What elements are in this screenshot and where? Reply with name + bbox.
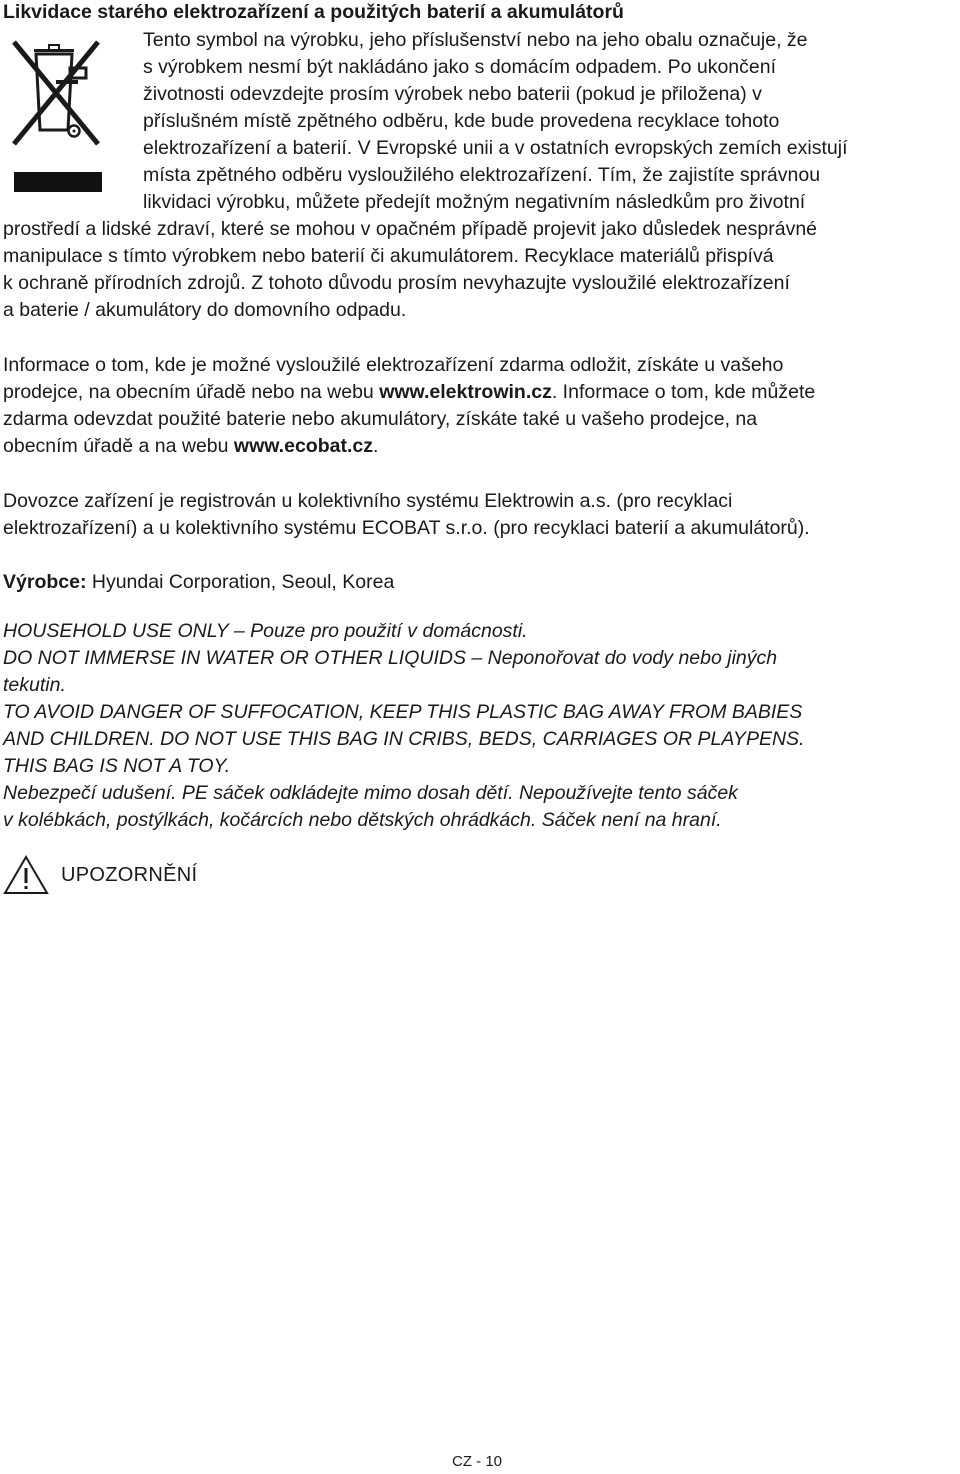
elektrowin-link[interactable]: www.elektrowin.cz — [379, 381, 552, 403]
ecobat-link[interactable]: www.ecobat.cz — [233, 435, 373, 457]
text-line: s výrobkem nesmí být nakládáno jako s domácím odpadem. Po ukončení — [143, 56, 776, 78]
page-number: CZ - 10 — [452, 1453, 503, 1470]
text-line: příslušném místě zpětného odběru, kde bude provedena recyklace tohoto — [143, 110, 780, 132]
text-segment: obecním úřadě a na webu — [3, 435, 234, 457]
text-segment: prodejce, na obecním úřadě nebo na webu — [3, 381, 380, 403]
text-line: elektrozařízení) a u kolektivního systému ECOBAT s.r.o. (pro recyklaci baterií a akumulátorů). — [3, 517, 810, 539]
manufacturer-label: Výrobce: — [3, 571, 87, 593]
notice-line: TO AVOID DANGER OF SUFFOCATION, KEEP THIS PLASTIC BAG AWAY FROM BABIES — [3, 701, 803, 723]
notice-line: tekutin. — [3, 674, 66, 696]
text-line: manipulace s tímto výrobkem nebo baterií či akumulátorem. Recyklace materiálů přispívá — [3, 245, 774, 267]
notice-line: v kolébkách, postýlkách, kočárcích nebo dětských ohrádkách. Sáček není na hraní. — [3, 809, 722, 831]
text-segment: . Informace o tom, kde můžete — [551, 381, 816, 403]
text-segment: . — [372, 435, 379, 457]
text-line: životnosti odevzdejte prosím výrobek nebo baterii (pokud je přiložena) v — [143, 83, 762, 105]
notice-line: THIS BAG IS NOT A TOY. — [3, 755, 231, 777]
text-line: Informace o tom, kde je možné vysloužilé elektrozařízení zdarma odložit, získáte u vašeho — [3, 354, 784, 376]
text-line — [3, 379, 960, 406]
text-line — [3, 433, 960, 460]
text-line: místa zpětného odběru vysloužilého elektrozařízení. Tím, že zajistíte správnou — [143, 164, 821, 186]
disposal-intro-continued — [3, 216, 960, 324]
manufacturer-value: Hyundai Corporation, Seoul, Korea — [86, 571, 395, 593]
text-line: likvidaci výrobku, můžete předejít možným negativním následkům pro životní — [143, 191, 806, 213]
text-line: elektrozařízení a baterií. V Evropské unii a v ostatních evropských zemích existují — [143, 137, 848, 159]
text-line — [3, 569, 960, 596]
warning-label: UPOZORNĚNÍ — [61, 863, 198, 886]
notice-line: Nebezpečí udušení. PE sáček odkládejte mimo dosah dětí. Nepoužívejte tento sáček — [3, 782, 738, 804]
warning-triangle-icon — [3, 855, 49, 895]
text-line: zdarma odevzdat použité baterie nebo akumulátory, získáte také u vašeho prodejce, na — [3, 408, 758, 430]
text-line: prostředí a lidské zdraví, které se mohou v opačném případě projevit jako důsledek nesprávné — [3, 218, 818, 240]
disposal-intro-indented — [143, 27, 960, 216]
warning-heading — [3, 855, 197, 895]
page-title: Likvidace starého elektrozařízení a použitých baterií a akumulátorů — [3, 1, 624, 23]
notice-line: HOUSEHOLD USE ONLY – Pouze pro použití v domácnosti. — [3, 620, 528, 642]
text-line: Dovozce zařízení je registrován u kolektivního systému Elektrowin a.s. (pro recyklaci — [3, 490, 733, 512]
notice-line: AND CHILDREN. DO NOT USE THIS BAG IN CRIBS, BEDS, CARRIAGES OR PLAYPENS. — [3, 728, 805, 750]
manufacturer-line — [3, 569, 960, 596]
text-line: a baterie / akumulátory do domovního odpadu. — [3, 299, 407, 321]
safety-notices — [3, 618, 960, 834]
text-line: k ochraně přírodních zdrojů. Z tohoto důvodu prosím nevyhazujte vysloužilé elektrozařízení — [3, 272, 790, 294]
crossed-out-wheeled-bin-icon — [12, 40, 104, 194]
importer-paragraph — [3, 488, 960, 542]
collection-info-paragraph — [3, 352, 960, 460]
notice-line: DO NOT IMMERSE IN WATER OR OTHER LIQUIDS – Neponořovat do vody nebo jiných — [3, 647, 778, 669]
text-line: Tento symbol na výrobku, jeho příslušenství nebo na jeho obalu označuje, že — [143, 29, 808, 51]
